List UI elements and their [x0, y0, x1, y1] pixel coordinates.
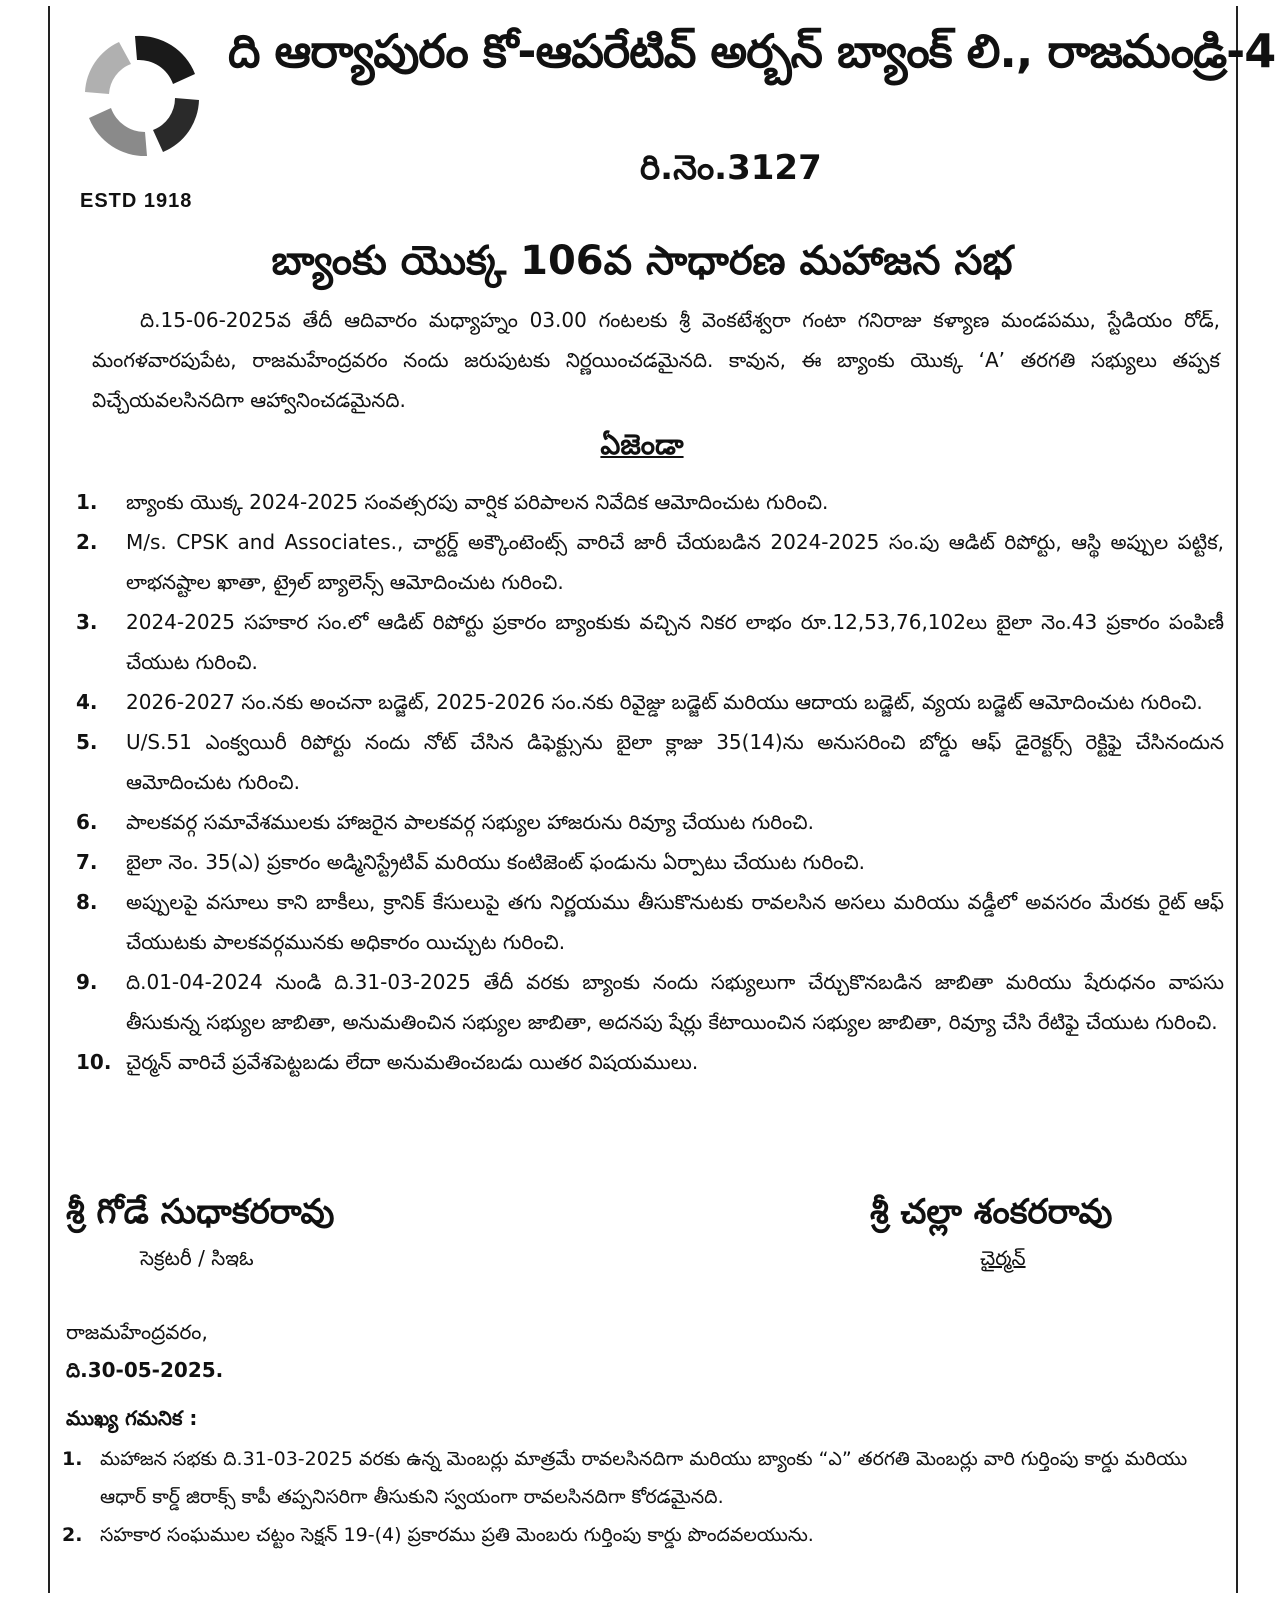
notes-list [62, 1440, 1212, 1554]
meeting-title: బ్యాంకు యొక్క 106వ సాధారణ మహాజన సభ [271, 238, 1013, 284]
agenda-number: 2. [76, 530, 98, 554]
agenda-heading: ఏజెండా [600, 428, 684, 461]
agenda-item [76, 962, 1224, 1042]
agenda-item [76, 522, 1224, 602]
agenda-number: 7. [76, 850, 98, 874]
agenda-text: చైర్మన్ వారిచే ప్రవేశపెట్టబడు లేదా అనుమతించబడు యితర విషయములు. [126, 1050, 699, 1074]
agenda-number: 1. [76, 490, 98, 514]
registration-number: రి.నెం.3127 [640, 148, 822, 188]
agenda-item [76, 722, 1224, 802]
note-text: మహాజన సభకు ది.31-03-2025 వరకు ఉన్న మెంబర్లు మాత్రమే రావలసినదిగా మరియు బ్యాంకు “ఎ” తరగతి మెంబర్లు వారి గుర్తింపు కార్డు మరియు ఆధార్ కార్డ్ జిరాక్స్ కాపీ తప్పనిసరిగా తీసుకుని స్వయంగా రావలసినదిగా కోరడమైనది. [100, 1448, 1188, 1508]
agenda-item [76, 1042, 1224, 1082]
agenda-number: 3. [76, 610, 98, 634]
agenda-item [76, 882, 1224, 962]
agenda-text: బ్యాంకు యొక్క 2024-2025 సంవత్సరపు వార్షిక పరిపాలన నివేదిక ఆమోదించుట గురించి. [126, 490, 829, 514]
note-number: 1. [62, 1448, 83, 1470]
note-number: 2. [62, 1524, 83, 1546]
agenda-number: 5. [76, 730, 98, 754]
agenda-text: M/s. CPSK and Associates., చార్టర్డ్ అక్కౌంటెంట్స్ వారిచే జారీ చేయబడిన 2024-2025 సం.పు ఆడిట్ రిపోర్టు, ఆస్థి అప్పుల పట్టిక, లాభనష్టాల ఖాతా, ట్రైల్ బ్యాలెన్స్ ఆమోదించుట గురించి. [126, 530, 1224, 594]
chairman-role: చైర్మన్ [980, 1246, 1026, 1270]
notes-heading: ముఖ్య గమనిక : [66, 1406, 198, 1430]
agenda-number: 6. [76, 810, 98, 834]
chairman-name: శ్రీ చల్లా శంకరరావు [870, 1192, 1113, 1232]
secretary-name: శ్రీ గోడే సుధాకరరావు [66, 1192, 335, 1232]
agenda-number: 9. [76, 970, 98, 994]
intro-paragraph: ది.15-06-2025వ తేదీ ఆదివారం మధ్యాహ్నం 03.00 గంటలకు శ్రీ వెంకటేశ్వరా గంటా గనిరాజు కళ్యాణ మండపము, స్టేడియం రోడ్, మంగళవారపుపేట, రాజమహేంద్రవరం నందు జరుపుటకు నిర్ణయించడమైనది. కావున, ఈ బ్యాంకు యొక్క ‘A’ తరగతి సభ్యులు తప్పక విచ్చేయవలసినదిగా ఆహ్వానించడమైనది. [92, 308, 1220, 412]
secretary-role: సెక్రటరీ / సిఇఓ [140, 1246, 254, 1270]
agenda-list [76, 482, 1224, 1082]
agenda-text: అప్పులపై వసూలు కాని బాకీలు, క్రానిక్ కేసులుపై తగు నిర్ణయము తీసుకొనుటకు రావలసిన అసలు మరియు వడ్డీలో అవసరం మేరకు రైట్ ఆఫ్ చేయుటకు పాలకవర్గమునకు అధికారం యిచ్చుట గురించి. [126, 890, 1224, 954]
agenda-item [76, 682, 1224, 722]
notice-date: ది.30-05-2025. [66, 1358, 224, 1382]
note-item [62, 1440, 1212, 1516]
bank-name: ది ఆర్యాపురం కో-ఆపరేటివ్ అర్బన్ బ్యాంక్ లి., రాజమండ్రి-4 [228, 24, 1276, 78]
established-year: ESTD 1918 [80, 190, 193, 212]
agenda-text: U/S.51 ఎంక్వయిరీ రిపోర్టు నందు నోట్ చేసిన డిఫెక్ట్సును బైలా క్లాజు 35(14)ను అనుసరించి బోర్డు ఆఫ్ డైరెక్టర్స్ రెక్టిఫై చేసినందున ఆమోదించుట గురించి. [126, 730, 1224, 794]
place-line: రాజమహేంద్రవరం, [66, 1320, 208, 1344]
agenda-item [76, 842, 1224, 882]
agenda-number: 10. [76, 1050, 112, 1074]
agenda-text: 2024-2025 సహకార సం.లో ఆడిట్ రిపోర్టు ప్రకారం బ్యాంకుకు వచ్చిన నికర లాభం రూ.12,53,76,102లు బైలా నెం.43 ప్రకారం పంపిణీ చేయుట గురించి. [126, 610, 1224, 674]
agenda-item [76, 802, 1224, 842]
agenda-text: ది.01-04-2024 నుండి ది.31-03-2025 తేదీ వరకు బ్యాంకు నందు సభ్యులుగా చేర్చుకొనబడిన జాబితా మరియు షేరుధనం వాపసు తీసుకున్న సభ్యుల జాబితా, అనుమతించిన సభ్యుల జాబితా, అదనపు షేర్లు కేటాయించిన సభ్యుల జాబితా, రివ్యూ చేసి రేటిఫై చేయుట గురించి. [126, 970, 1224, 1034]
agenda-item [76, 602, 1224, 682]
note-item [62, 1516, 1212, 1554]
agenda-text: బైలా నెం. 35(ఎ) ప్రకారం అడ్మినిస్ట్రేటివ్ మరియు కంటిజెంట్ ఫండును ఏర్పాటు చేయుట గురించి. [126, 850, 866, 874]
agenda-number: 4. [76, 690, 98, 714]
agenda-text: పాలకవర్గ సమావేశములకు హాజరైన పాలకవర్గ సభ్యుల హాజరును రివ్యూ చేయుట గురించి. [126, 810, 814, 834]
agenda-item [76, 482, 1224, 522]
bank-logo [78, 16, 208, 176]
agenda-number: 8. [76, 890, 98, 914]
agenda-text: 2026-2027 సం.నకు అంచనా బడ్జెట్, 2025-2026 సం.నకు రివైజ్డు బడ్జెట్ మరియు ఆదాయ బడ్జెట్, వ్యయ బడ్జెట్ ఆమోదించుట గురించి. [126, 690, 1203, 714]
note-text: సహకార సంఘముల చట్టం సెక్షన్ 19-(4) ప్రకారము ప్రతి మెంబరు గుర్తింపు కార్డు పొందవలయును. [100, 1524, 814, 1546]
